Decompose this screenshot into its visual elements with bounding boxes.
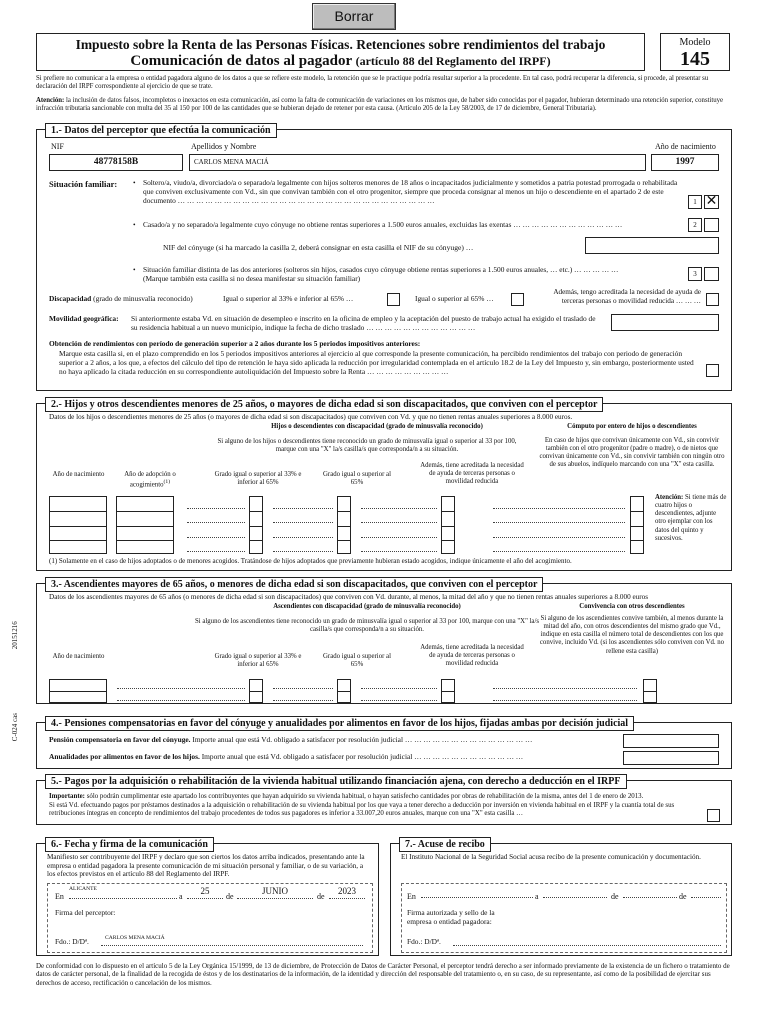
s2-compute-box[interactable] — [630, 496, 644, 554]
s3-col-33: Grado igual o superior al 33% e inferior al 65% — [214, 653, 302, 669]
s3-dots-2 — [273, 688, 333, 689]
side-ref: C-024 cas — [10, 712, 19, 742]
s3-33-box[interactable] — [249, 679, 263, 703]
s2-dots-4 — [493, 508, 625, 509]
section-3-intro: Datos de los ascendientes mayores de 65 años (o menores de dicha edad si son discapacitados) que conviven con Vd. durante, al menos, la mitad del año y que no tienen rentas anuales superiores a 8.000 euros — [49, 593, 649, 601]
s7-text: El Instituto Nacional de la Seguridad Social acusa recibo de la presente comunicación y documentación. — [401, 853, 701, 861]
s2-attention — [655, 494, 727, 543]
s6-month[interactable]: JUNIO — [237, 886, 313, 899]
mobility-date-field[interactable] — [611, 314, 719, 331]
s2-attention-label: Atención: — [655, 494, 684, 501]
s2-dots-3c — [361, 537, 437, 538]
disability-33-checkbox[interactable] — [387, 293, 400, 306]
family-checkbox-2[interactable] — [704, 218, 719, 232]
header-title-2-sub: (artículo 88 del Reglamento del IRPF) — [355, 54, 551, 68]
s7-fdo-name[interactable] — [453, 945, 721, 946]
side-code: 20151216 — [10, 621, 19, 650]
disability-help-label: Además, tengo acreditada la necesidad de ayuda de terceras personas o movilidad reducida … … … — [553, 288, 701, 305]
s7-de2: de — [679, 892, 687, 901]
s4-pension-text: Importe anual que está Vd. obligado a satisfacer por resolución judicial … … … … … … … … … … … … … … — [192, 735, 533, 744]
s7-city[interactable] — [421, 897, 533, 898]
disability-label: Discapacidad — [49, 294, 92, 303]
bullet-2: • — [133, 221, 136, 229]
birth-year-label: Año de nacimiento — [655, 142, 716, 151]
section-2-title: 2.- Hijos y otros descendientes menores de 25 años, o mayores de dicha edad si son discapacitados, que conviven con el perceptor — [45, 397, 603, 412]
income-checkbox[interactable] — [706, 364, 719, 377]
s2-col-year: Año de nacimiento — [52, 471, 105, 478]
s3-dots-2b — [273, 700, 333, 701]
attention-label: Atención: — [36, 97, 65, 104]
s3-conv-box[interactable] — [643, 679, 657, 703]
s3-dots-1b — [117, 700, 245, 701]
borrar-button[interactable]: Borrar — [312, 3, 396, 30]
section-6-title: 6.- Fecha y firma de la comunicación — [45, 837, 214, 852]
s4-alimony-label: Anualidades por alimentos en favor de los hijos. — [49, 752, 200, 761]
family-checkbox-1[interactable] — [704, 195, 719, 209]
s5-important — [49, 793, 729, 801]
s3-dots-1 — [117, 688, 245, 689]
s2-col-adop-label: Año de adopción o acogimiento — [124, 471, 176, 489]
s2-dots-1d — [187, 551, 245, 552]
disability-65-checkbox[interactable] — [511, 293, 524, 306]
check-mark-icon: ✕ — [705, 194, 718, 209]
s5-checkbox[interactable] — [707, 809, 720, 822]
header-title-box — [36, 33, 645, 71]
s7-year[interactable] — [691, 897, 721, 898]
s3-col-year: Año de nacimiento — [52, 653, 105, 660]
s4-alimony-row — [49, 753, 629, 762]
income-text: Marque esta casilla si, en el plazo comprendido en los 5 periodos impositivos anteriores al ejercicio al que corresponde la presente comunicación, ha percibido rendimientos del trabajo con periodo de generación superior a 2 años, a los que, a efectos del cálculo del tipo de retención le haya sido aplicada la reducción por irregularidad contemplada en el artículo 18.2 de la Ley del Impuesto y, sin embargo, posteriormente usted no haya aplicado la citada reducción en su correspondiente autoliquidación del Impuesto sobre la Renta … … … … … … … … … — [59, 349, 694, 376]
bullet-3: • — [133, 266, 136, 274]
s3-conv-head: Convivencia con otros descendientes — [579, 603, 685, 610]
s2-col-adop-sup: (1) — [163, 479, 171, 486]
s2-dots-1 — [187, 508, 245, 509]
intro-text: Si prefiere no comunicar a la empresa o entidad pagadora alguno de los datos a que se refiere este modelo, la retención que se le practique podría resultar superior a la procedente. En tal caso, podrá recuperar la diferencia, si procede, al presentar su declaración del IRPF correspondiente al ejercicio de que se trate. — [36, 75, 709, 91]
s2-adop-box[interactable] — [116, 496, 174, 554]
s3-dots-4 — [493, 688, 637, 689]
s3-col-65: Grado igual o superior al 65% — [323, 653, 391, 669]
name-field[interactable]: CARLOS MENA MACIÁ — [189, 154, 646, 171]
modelo-box — [660, 33, 730, 71]
header-title-1: Impuesto sobre la Renta de las Personas Físicas. Retenciones sobre rendimientos del trabajo — [75, 37, 606, 52]
disability-text: (grado de minusvalía reconocido) — [93, 294, 193, 303]
s2-dots-4c — [493, 537, 625, 538]
s2-dots-1b — [187, 522, 245, 523]
section-3 — [36, 579, 732, 704]
disability-row — [49, 295, 193, 304]
disability-33-label: Igual o superior al 33% e inferior al 65% … — [223, 294, 354, 303]
s2-33-box[interactable] — [249, 496, 263, 554]
section-5-title: 5.- Pagos por la adquisición o rehabilitación de la vivienda habitual utilizando financiación ajena, con derecho a deducción en el IRPF — [45, 774, 627, 789]
s2-compute-head: Cómputo por entero de hijos o descendientes — [567, 423, 697, 430]
s4-pension-field[interactable] — [623, 734, 719, 748]
s7-firma-label: Firma autorizada y sello de la empresa o entidad pagadora: — [407, 908, 495, 926]
modelo-label: Modelo — [679, 37, 711, 48]
s3-disability-sub: Si alguno de los ascendientes tiene reconocido un grado de minusvalía igual o superior al 33 por 100, marque con una "X" la/s casilla/s que corresponda/n a su situación. — [195, 618, 539, 634]
s6-text: Manifiesto ser contribuyente del IRPF y declaro que son ciertos los datos arriba indicados, presentando ante la empresa o entidad pagadora la presente comunicación de mi situación personal y familiar, o de su variación, a los efectos previstos en el artículo 88 del Reglamento del IRPF. — [47, 853, 365, 879]
s2-65-box[interactable] — [337, 496, 351, 554]
s6-city[interactable]: ALICANTE — [69, 886, 177, 899]
section-3-title: 3.- Ascendientes mayores de 65 años, o menores de dicha edad si son discapacitados, que conviven con el perceptor — [45, 577, 543, 592]
s3-disability-head: Ascendientes con discapacidad (grado de minusvalía reconocido) — [273, 603, 461, 610]
section-6 — [36, 839, 379, 956]
s2-dots-3d — [361, 551, 437, 552]
modelo-number: 145 — [680, 48, 710, 70]
family-opt-1: Soltero/a, viudo/a, divorciado/a o separado/a legalmente con hijos solteros menores de 18 años o incapacitados judicialmente y sometidos a patria potestad prorrogada o rehabilitada que conviven exclusivamente con Vd., sin que convivan también con el otro progenitor, siempre que proceda consignar al menos un hijo o descendiente en el apartado 2 de este documento … … … … … … … … … … … … … … … … … … … … … … … … … … … … — [143, 178, 678, 205]
s5-important-label: Importante: — [49, 793, 85, 800]
s3-help-box[interactable] — [441, 679, 455, 703]
s6-a: a — [179, 892, 183, 901]
s7-a: a — [535, 892, 539, 901]
s2-note: (1) Solamente en el caso de hijos adoptados o de menores acogidos. Tratándose de hijos adoptados que previamente hubieran estado acogidos, indique únicamente el año del acogimiento. — [49, 557, 572, 565]
s3-dots-3b — [361, 700, 437, 701]
section-4-title: 4.- Pensiones compensatorias en favor del cónyuge y anualidades por alimentos en favor de los hijos, fijadas ambas por decisión judicial — [45, 716, 634, 731]
s3-col-help: Además, tiene acreditada la necesidad de ayuda de terceras personas o movilidad reducida — [420, 644, 524, 668]
s6-de1: de — [226, 892, 234, 901]
s2-dots-4d — [493, 551, 625, 552]
s6-firma-label: Firma del perceptor: — [55, 908, 116, 917]
s2-dots-1c — [187, 537, 245, 538]
s2-col-65: Grado igual o superior al 65% — [323, 471, 391, 487]
s3-conv-text: Si alguno de los ascendientes convive también, al menos durante la mitad del año, con otros descendientes del mismo grado que Vd., indique en esta casilla el número total de descendientes con los que convive, incluido Vd. (si los ascendientes sólo conviven con Vd. no rellene esta casilla) — [539, 615, 725, 655]
s2-attention-text: Si tiene más de cuatro hijos o descendientes, adjunte otro ejemplar con los datos del quinto y sucesivos. — [655, 494, 727, 542]
intro-attention — [36, 97, 732, 113]
s5-text: Si está Vd. efectuando pagos por préstamos destinados a la adquisición o rehabilitación de su vivienda habitual por los que vaya a tener derecho a deducción por inversión en vivienda habitual en el IRPF y la cuantía total de sus retribuciones íntegras en concepto de rendimientos del trabajo procedentes de todos sus pagadores es inferior a 33.007,20 euros anuales, marque con una "X" esta casilla … — [49, 802, 675, 818]
s6-fdo-label: Fdo.: D/Dª. — [55, 937, 89, 946]
s3-65-box[interactable] — [337, 679, 351, 703]
header-title-2 — [37, 52, 644, 70]
birth-year-field[interactable]: 1997 — [651, 154, 719, 171]
section-4 — [36, 718, 732, 769]
s4-pension-row — [49, 736, 629, 745]
mobility-text: Si anteriormente estaba Vd. en situación de desempleo e inscrito en la oficina de empleo y la aceptación del puesto de trabajo actual ha exigido el traslado de su residencia habitual a un nuevo municipio, indique la fecha de dicho traslado … … … … … … … … … … … … — [131, 314, 596, 332]
s7-month[interactable] — [623, 897, 677, 898]
section-7 — [390, 839, 732, 956]
s3-dots-3 — [361, 688, 437, 689]
s2-dots-2d — [273, 551, 333, 552]
s2-col-help: Además, tiene acreditada la necesidad de ayuda de terceras personas o movilidad reducida — [420, 462, 524, 486]
s2-dots-2b — [273, 522, 333, 523]
s2-disability-sub: Si alguno de los hijos o descendientes tiene reconocido un grado de minusvalía igual o superior al 33 por 100, marque con una "X" la/s casilla/s que corresponda/n a su situación. — [217, 438, 517, 454]
s2-dots-2c — [273, 537, 333, 538]
nif-spouse-field[interactable] — [585, 237, 719, 254]
income-title: Obtención de rendimientos con período de generación superior a 2 años durante los 5 periodos impositivos anteriores: — [49, 339, 421, 348]
s4-pension-label: Pensión compensatoria en favor del cónyuge. — [49, 735, 191, 744]
family-num-2: 2 — [688, 218, 702, 232]
s6-year[interactable]: 2023 — [329, 886, 365, 899]
family-num-1: 1 — [688, 195, 702, 209]
nif-field[interactable]: 48778158B — [49, 154, 183, 171]
section-1-title: 1.- Datos del perceptor que efectúa la comunicación — [45, 123, 277, 138]
s5-important-text: sólo podrán cumplimentar este apartado los contribuyentes que hayan adquirido su vivienda habitual, o hayan satisfecho cantidades por obras de rehabilitación de la misma, antes del 1 de enero de 2013. — [86, 793, 644, 800]
s2-dots-4b — [493, 522, 625, 523]
nif-label: NIF — [51, 142, 64, 151]
s7-day[interactable] — [543, 897, 607, 898]
family-opt-2: Casado/a y no separado/a legalmente cuyo cónyuge no obtiene rentas superiores a 1.500 euros anuales, excluidas las exentas … … … … … … … … … … … … — [143, 220, 623, 229]
section-2 — [36, 399, 732, 571]
section-5 — [36, 776, 732, 825]
footer-text: De conformidad con lo dispuesto en el artículo 5 de la Ley Orgánica 15/1999, de 13 de diciembre, de Protección de Datos de Carácter Personal, el perceptor tendrá derecho a ser informado previamente de la existencia de un fichero o tratamiento de datos de carácter personal, de la finalidad de la recogida de éstos y de los destinatarios de la información, de la identidad y dirección del responsable del tratamiento o, en su caso, de su representante, así como de la posibilidad de ejercitar sus derechos de acceso, rectificación o cancelación de los mismos. — [36, 962, 730, 987]
name-label: Apellidos y Nombre — [191, 142, 257, 151]
s2-col-33: Grado igual o superior al 33% e inferior al 65% — [214, 471, 302, 487]
s2-disability-head: Hijos o descendientes con discapacidad (grado de minusvalía reconocido) — [271, 423, 483, 430]
s2-dots-3 — [361, 508, 437, 509]
s2-help-box[interactable] — [441, 496, 455, 554]
s3-year-box[interactable] — [49, 679, 107, 703]
family-opt-3: Situación familiar distinta de las dos anteriores (solteros sin hijos, casados cuyo cónyuge obtiene rentas superiores a 1.500 euros anuales, … etc.) … … … … … (Marque también esta casilla si no desea manifestar su situación familiar) — [143, 265, 619, 283]
mobility-label: Movilidad geográfica: — [49, 314, 119, 323]
s2-col-adop — [113, 471, 187, 490]
s6-fdo-name[interactable]: CARLOS MENA MACIÁ — [101, 935, 363, 946]
s6-day[interactable]: 25 — [187, 886, 223, 899]
section-2-intro: Datos de los hijos o descendientes menores de 25 años (o mayores de dicha edad si son discapacitados) que conviven con Vd. y que no tienen rentas anuales superiores a 8.000 euros. — [49, 413, 573, 421]
s6-de2: de — [317, 892, 325, 901]
s7-fdo-label: Fdo.: D/Dª. — [407, 937, 441, 946]
s2-compute-text: En caso de hijos que convivan únicamente con Vd., sin convivir también con el otro progenitor (padre o madre), o de nietos que convivan únicamente con Vd., sin convivir también con ningún otro de sus abuelos, indíquelo marcando con una "X" esta casilla. — [539, 437, 725, 469]
family-num-3: 3 — [688, 267, 702, 281]
s2-year-box[interactable] — [49, 496, 107, 554]
s4-alimony-text: Importe anual que está Vd. obligado a satisfacer por resolución judicial … … … … … … … … … … … … — [201, 752, 524, 761]
s2-dots-2 — [273, 508, 333, 509]
nif-spouse-label: NIF del cónyuge (si ha marcado la casilla 2, deberá consignar en esta casilla el NIF de su cónyuge) … — [163, 243, 474, 252]
s4-alimony-field[interactable] — [623, 751, 719, 765]
bullet-1: • — [133, 179, 136, 187]
section-1 — [36, 125, 732, 391]
s7-de1: de — [611, 892, 619, 901]
disability-65-label: Igual o superior al 65% … — [415, 294, 494, 303]
s2-dots-3b — [361, 522, 437, 523]
attention-text: la inclusión de datos falsos, incompletos o inexactos en esta comunicación, así como la falta de comunicación de variaciones en los mismos que, de haber sido conocidas por el pagador, hubieran determinado una retención superior, constituye infracción tributaria sancionable con multa del 35 al 150 por 100 de las cantidades que se hubieran dejado de retener por esta causa. (Artículo 205 de la Ley 58/2003, de 17 de diciembre, General Tributaria). — [36, 97, 724, 113]
s3-dots-4b — [493, 700, 637, 701]
section-7-title: 7.- Acuse de recibo — [399, 837, 491, 852]
disability-help-checkbox[interactable] — [706, 293, 719, 306]
family-label: Situación familiar: — [49, 179, 118, 189]
s6-en: En — [55, 892, 64, 901]
s7-en: En — [407, 892, 416, 901]
header-title-2-main: Comunicación de datos al pagador — [130, 53, 352, 69]
family-checkbox-3[interactable] — [704, 267, 719, 281]
